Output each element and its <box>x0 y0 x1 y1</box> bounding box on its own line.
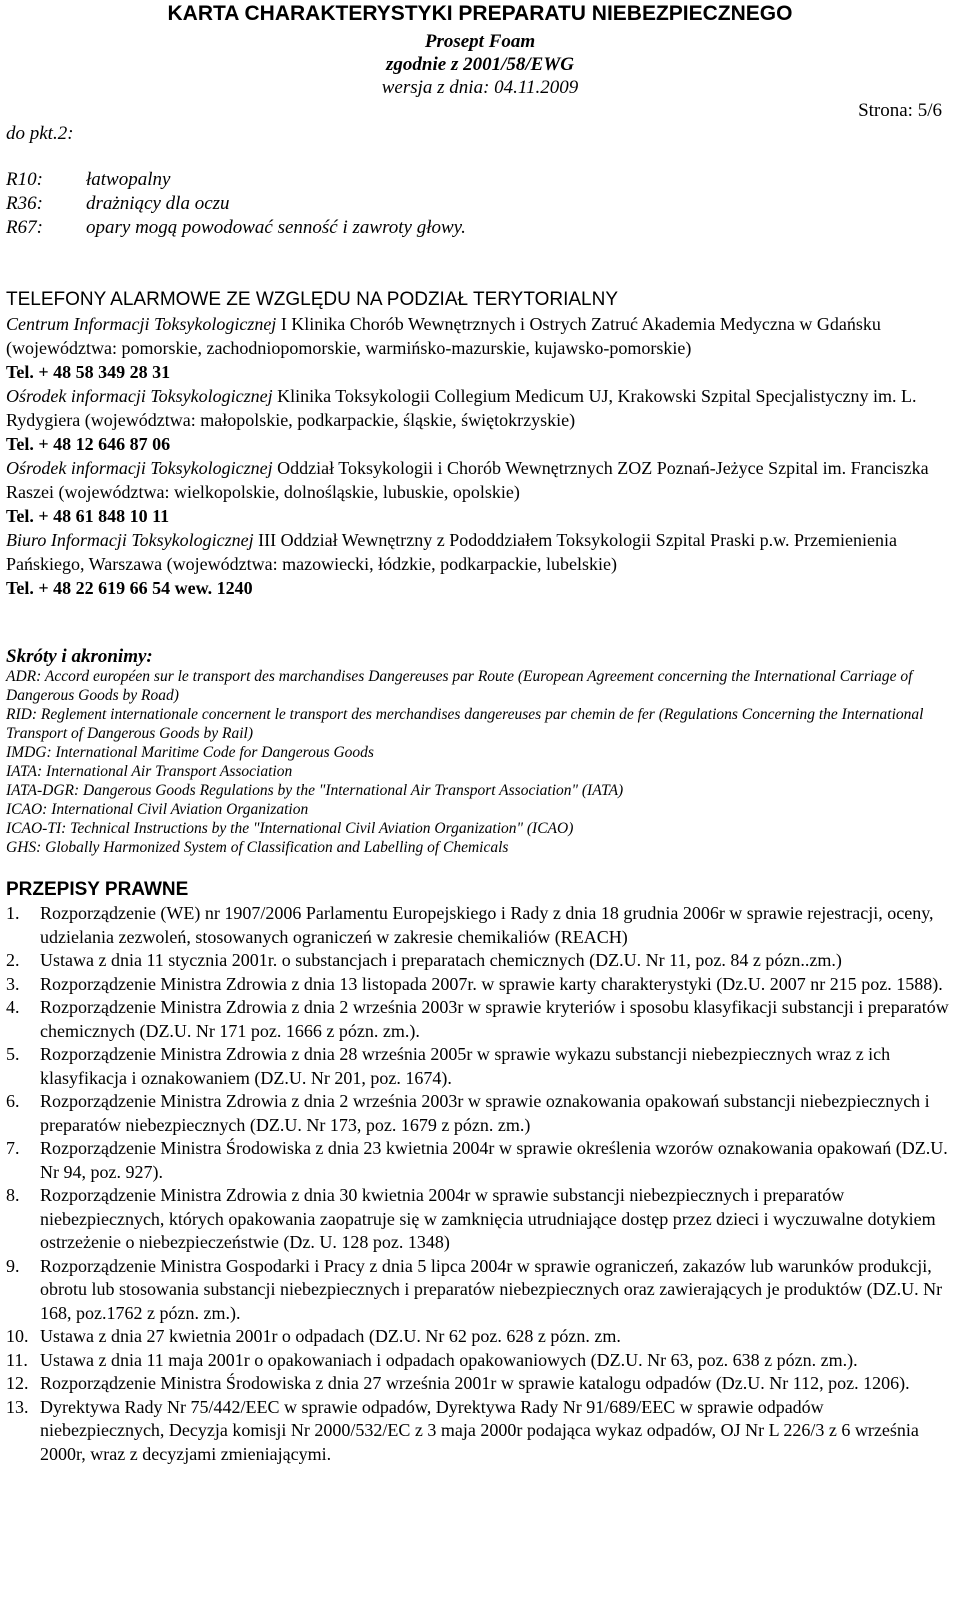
legal-item <box>6 1184 951 1255</box>
r-phrase-row <box>6 168 170 192</box>
r-phrase-row <box>6 192 230 216</box>
center-description: Oddział Toksykologii i Chorób Wewnętrznych ZOZ Poznań-Jeżyce Szpital im. Franciszka Raszei (województwa: wielkopolskie, dolnośląskie, lubuskie, opolskie) <box>6 458 929 502</box>
legal-item-number: 12. <box>6 1373 29 1393</box>
legal-item-number: 1. <box>6 903 20 923</box>
abbreviation-item: GHS: Globally Harmonized System of Classification and Labelling of Chemicals <box>6 839 509 856</box>
center-phone: Tel. + 48 22 619 66 54 wew. 1240 <box>6 578 253 598</box>
alarm-phones-list <box>6 312 951 600</box>
center-description: Klinika Toksykologii Collegium Medicum UJ, Krakowski Szpital Specjalistyczny im. L. Rydygiera (województwa: małopolskie, podkarpackie, śląskie, świętokrzyskie) <box>6 386 917 430</box>
legal-item-text: Rozporządzenie (WE) nr 1907/2006 Parlamentu Europejskiego i Rady z dnia 18 grudnia 2006r w sprawie rejestracji, oceny, udzielania zezwoleń, stosowanych ograniczeń w zakresie chemikaliów (REACH) <box>40 903 934 947</box>
toxicology-center <box>6 312 951 360</box>
toxicology-center <box>6 456 951 504</box>
center-description: I Klinika Chorób Wewnętrznych i Ostrych Zatruć Akademia Medyczna w Gdańsku (województwa: pomorskie, zachodniopomorskie, warmińsko-mazurskie, kujawsko-pomorskie) <box>6 314 881 358</box>
legal-item <box>6 1372 951 1396</box>
legal-item-text: Ustawa z dnia 27 kwietnia 2001r o odpadach (DZ.U. Nr 62 poz. 628 z pózn. zm. <box>40 1326 621 1346</box>
legal-item-text: Rozporządzenie Ministra Gospodarki i Pracy z dnia 5 lipca 2004r w sprawie ograniczeń, zakazów lub warunków produkcji, obrotu lub stosowania substancji niebezpiecznych i preparatów niebezpiecznych oraz zawierających je produktów (DZ.U. Nr 168, poz.1762 z pózn. zm.). <box>40 1255 943 1323</box>
alarm-phones-heading: TELEFONY ALARMOWE ZE WZGLĘDU NA PODZIAŁ TERYTORIALNY <box>6 289 619 310</box>
toxicology-center <box>6 384 951 432</box>
version-date: wersja z dnia: 04.11.2009 <box>381 77 579 98</box>
legal-list <box>6 902 951 1466</box>
abbreviation-item: RID: Reglement internationale concernent le transport des merchandises dangereuses par chemin de fer (Regulations Concerning the International Transport of Dangerous Goods by Rail) <box>6 706 924 742</box>
legal-item-number: 5. <box>6 1044 20 1064</box>
center-phone: Tel. + 48 12 646 87 06 <box>6 434 171 454</box>
legal-item-text: Ustawa z dnia 11 maja 2001r o opakowaniach i odpadach opakowaniowych (DZ.U. Nr 63, poz. 638 z pózn. zm.). <box>40 1349 858 1370</box>
abbreviation-item: IMDG: International Maritime Code for Dangerous Goods <box>6 744 374 761</box>
legal-item-number: 13. <box>6 1396 29 1417</box>
center-name: Centrum Informacji Toksykologicznej <box>6 314 277 334</box>
legal-item-text: Ustawa z dnia 11 stycznia 2001r. o substancjach i preparatach chemicznych (DZ.U. Nr 11, poz. 84 z pózn..zm.) <box>40 950 842 970</box>
toxicology-center <box>6 528 951 576</box>
legal-item-number: 9. <box>6 1255 20 1276</box>
center-description: III Oddział Wewnętrzny z Pododdziałem Toksykologii Szpital Praski p.w. Przemienienia Pańskiego, Warszawa (województwa: mazowiecki, łódzkie, podkarpackie, lubelskie) <box>6 530 897 574</box>
legal-item <box>6 1043 951 1090</box>
center-phone: Tel. + 48 61 848 10 11 <box>6 506 170 526</box>
legal-item-text: Rozporządzenie Ministra Zdrowia z dnia 2 września 2003r w sprawie oznakowania opakowań substancji niebezpiecznych i preparatów niebezpiecznych (DZ.U. Nr 173, poz. 1679 z pózn. zm.) <box>40 1091 930 1135</box>
legal-item <box>6 1137 951 1184</box>
legal-item-text: Dyrektywa Rady Nr 75/442/EEC w sprawie odpadów, Dyrektywa Rady Nr 91/689/EEC w sprawie odpadów niebezpiecznych, Decyzja komisji Nr 2000/532/EC z 3 maja 2000r podająca wykaz odpadów, OJ Nr L 226/3 z 6 września 2000r, wraz z decyzjami zmieniającymi. <box>40 1396 919 1464</box>
document-title: KARTA CHARAKTERYSTYKI PREPARATU NIEBEZPIECZNEGO <box>167 2 793 25</box>
r-phrase-code: R10: <box>6 169 43 190</box>
page-number: Strona: 5/6 <box>858 100 942 121</box>
product-name: Prosept Foam <box>424 31 536 52</box>
legal-item-number: 8. <box>6 1185 20 1205</box>
legal-item-text: Rozporządzenie Ministra Zdrowia z dnia 30 kwietnia 2004r w sprawie substancji niebezpiecznych i preparatów niebezpiecznych, których opakowania zaopatruje się w zamknięcia utrudniające dostęp przez dzieci i wyczuwalne dotykiem ostrzeżenie o niebezpieczeństwie (Dz. U. 128 poz. 1348) <box>40 1185 936 1252</box>
legal-item <box>6 1349 951 1373</box>
legal-item-number: 10. <box>6 1326 29 1346</box>
legal-heading: PRZEPISY PRAWNE <box>6 879 189 900</box>
legal-item-number: 6. <box>6 1091 20 1111</box>
legal-item <box>6 1325 951 1349</box>
abbreviations-heading: Skróty i akronimy: <box>6 646 153 667</box>
abbreviation-item: ICAO-TI: Technical Instructions by the "International Civil Aviation Organization" (ICAO) <box>6 820 574 837</box>
legal-item-number: 7. <box>6 1138 20 1158</box>
legal-item <box>6 973 951 997</box>
legal-item-number: 3. <box>6 973 20 994</box>
abbreviations-list <box>6 667 951 857</box>
r-phrase-text: łatwopalny <box>86 169 171 190</box>
legal-item-text: Rozporządzenie Ministra Zdrowia z dnia 13 listopada 2007r. w sprawie karty charakterystyki (Dz.U. 2007 nr 215 poz. 1588). <box>40 973 943 994</box>
abbreviation-item: ADR: Accord européen sur le transport des marchandises Dangereuses par Route (European Agreement concerning the International Carriage of Dangerous Goods by Road) <box>6 668 913 704</box>
legal-item <box>6 1396 951 1467</box>
r-phrase-row <box>6 216 466 240</box>
legal-item <box>6 1255 951 1326</box>
legal-item-text: Rozporządzenie Ministra Zdrowia z dnia 2 września 2003r w sprawie kryteriów i sposobu klasyfikacji substancji i preparatów chemicznych (DZ.U. Nr 171 poz. 1666 z pózn. zm.). <box>40 997 949 1041</box>
legal-item-text: Rozporządzenie Ministra Zdrowia z dnia 28 września 2005r w sprawie wykazu substancji niebezpiecznych wraz z ich klasyfikacja i oznakowaniem (DZ.U. Nr 201, poz. 1674). <box>40 1044 891 1088</box>
abbreviation-item: ICAO: International Civil Aviation Organization <box>6 801 309 818</box>
r-phrase-code: R67: <box>6 217 43 238</box>
legal-item <box>6 996 951 1043</box>
legal-item-text: Rozporządzenie Ministra Środowiska z dnia 27 września 2001r w sprawie katalogu odpadów (Dz.U. Nr 112, poz. 1206). <box>40 1373 910 1393</box>
r-phrase-text: drażniący dla oczu <box>86 193 230 214</box>
center-name: Ośrodek informacji Toksykologicznej <box>6 458 273 478</box>
legal-item-text: Rozporządzenie Ministra Środowiska z dnia 23 kwietnia 2004r w sprawie określenia wzorów oznakowania opakowań (DZ.U. Nr 94, poz. 927). <box>40 1138 948 1182</box>
legal-item <box>6 902 951 949</box>
legal-item <box>6 1090 951 1137</box>
center-phone: Tel. + 48 58 349 28 31 <box>6 362 171 382</box>
center-name: Ośrodek informacji Toksykologicznej <box>6 386 273 406</box>
section-reference: do pkt.2: <box>6 123 74 144</box>
legal-item-number: 2. <box>6 950 20 970</box>
regulation-note: zgodnie z 2001/58/EWG <box>386 54 574 75</box>
abbreviation-item: IATA-DGR: Dangerous Goods Regulations by the "International Air Transport Association" (IATA) <box>6 782 624 799</box>
abbreviation-item: IATA: International Air Transport Association <box>6 763 293 780</box>
legal-item-number: 4. <box>6 997 20 1017</box>
r-phrase-code: R36: <box>6 193 43 214</box>
r-phrase-text: opary mogą powodować senność i zawroty głowy. <box>86 217 466 238</box>
legal-item-number: 11. <box>6 1349 28 1370</box>
legal-item <box>6 949 951 973</box>
center-name: Biuro Informacji Toksykologicznej <box>6 530 254 550</box>
